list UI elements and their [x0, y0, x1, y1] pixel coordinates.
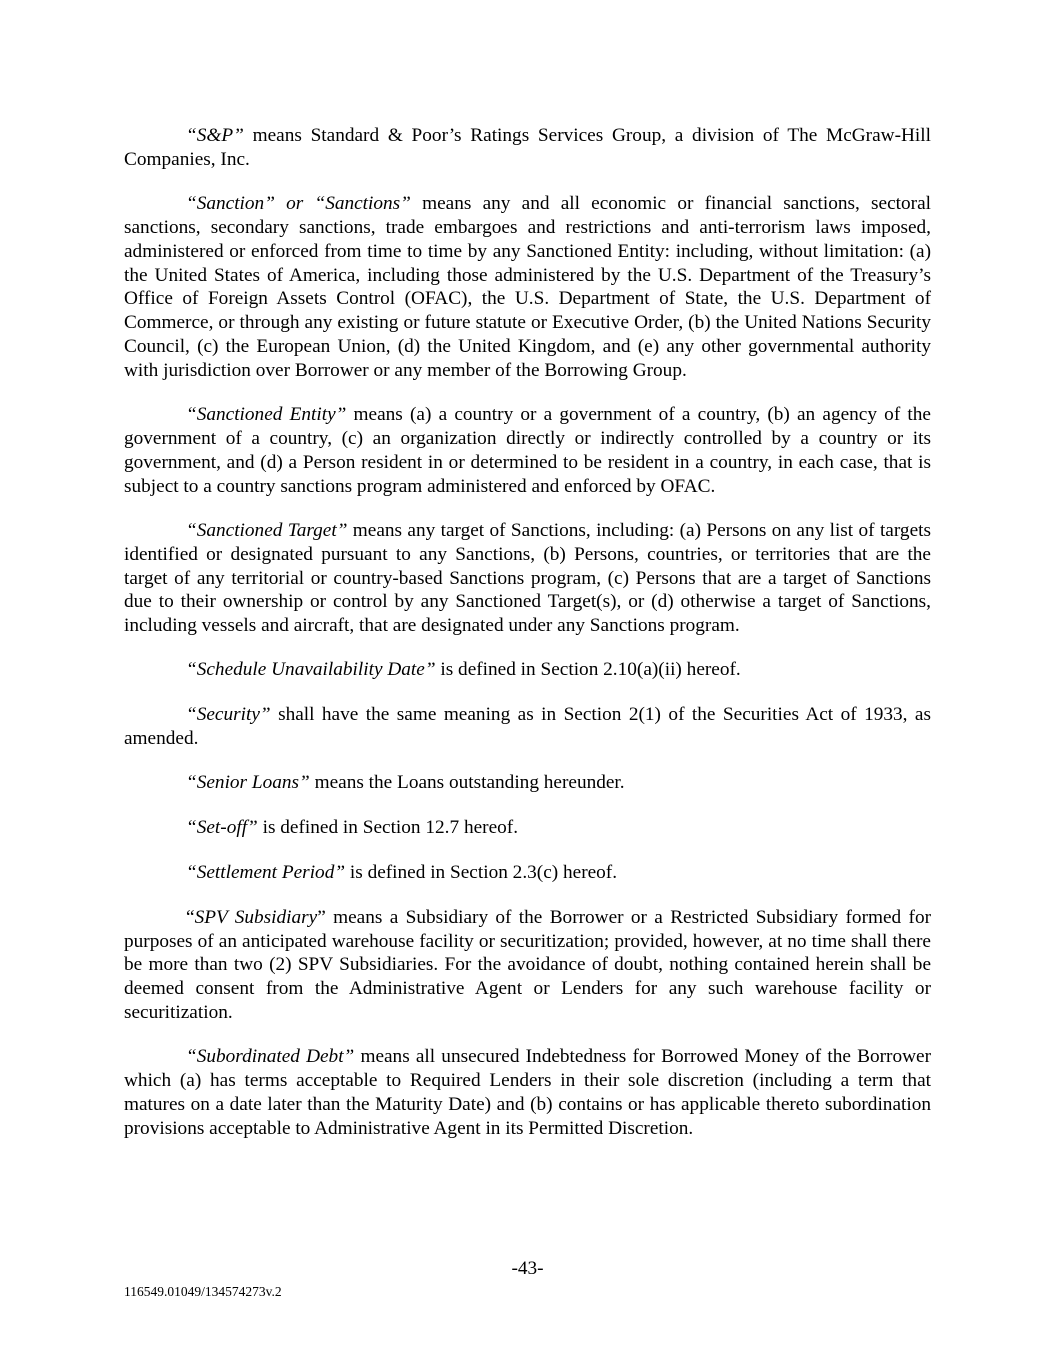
definition-sp	[124, 124, 931, 172]
defined-term: “Sanctioned Entity”	[186, 404, 347, 426]
defined-term: “Subordinated Debt”	[186, 1046, 355, 1068]
defined-term: SPV Subsidiary	[194, 906, 318, 928]
close-quote: ”	[317, 906, 326, 928]
definition-text: is defined in Section 12.7 hereof.	[257, 816, 519, 838]
definition-settlement-period	[124, 861, 931, 885]
definition-spv-subsidiary	[124, 906, 931, 1026]
definition-set-off	[124, 816, 931, 840]
definition-text: means all unsecured Indebtedness for Borrowed Money of the Borrower which (a) has terms acceptable to Required Lenders in their sole discretion (including a term that matures on a date later than the Maturity Date) and (b) contains or has applicable thereto subordination provisions acceptable to Administrative Agent in its Permitted Discretion.	[124, 1046, 931, 1139]
definition-text: means (a) a country or a government of a country, (b) an agency of the government of a country, (c) an organization directly or indirectly controlled by a country or its government, and (d) a Person resident in or determined to be resident in a country, in each case, that is subject to a country sanctions program administered and enforced by OFAC.	[124, 404, 931, 497]
definition-text: is defined in Section 2.3(c) hereof.	[345, 861, 618, 883]
defined-term: “Schedule Unavailability Date”	[186, 659, 436, 681]
definition-schedule-unavailability-date	[124, 658, 931, 682]
definition-text: means any target of Sanctions, including: (a) Persons on any list of targets identified or designated pursuant to any Sanctions, (b) Persons, countries, or territories that are the target of any territorial or country-based Sanctions program, (c) Persons that are a target of Sanctions due to their ownership or control by any Sanctioned Target(s), or (d) otherwise a target of Sanctions, including vessels and aircraft, that are designated under any Sanctions program.	[124, 519, 931, 637]
definition-sanctions	[124, 192, 931, 383]
definition-text: shall have the same meaning as in Section 2(1) of the Securities Act of 1933, as amended.	[124, 704, 931, 750]
definition-subordinated-debt	[124, 1045, 931, 1141]
defined-term: “Security”	[186, 704, 271, 726]
definition-security	[124, 703, 931, 751]
document-body	[124, 124, 931, 1161]
open-quote: “	[186, 906, 195, 928]
definition-text: means the Loans outstanding hereunder.	[309, 771, 625, 793]
definition-sanctioned-entity	[124, 403, 931, 499]
definition-text: is defined in Section 2.10(a)(ii) hereof.	[435, 659, 741, 681]
document-id: 116549.01049/134574273v.2	[124, 1284, 282, 1299]
definition-text: means a Subsidiary of the Borrower or a Restricted Subsidiary formed for purposes of an anticipated warehouse facility or securitization; provided, however, at no time shall there be more than two (2) SPV Subsidiaries. For the avoidance of doubt, nothing contained herein shall be deemed consent from the Administrative Agent or Lenders for any such warehouse facility or securitization.	[124, 906, 932, 1024]
definition-text: means Standard & Poor’s Ratings Services Group, a division of The McGraw-Hill Companies, Inc.	[124, 125, 931, 170]
defined-term: “Sanctioned Target”	[186, 519, 348, 541]
defined-term: “Sanction” or “Sanctions”	[186, 192, 411, 214]
definition-text: means any and all economic or financial sanctions, sectoral sanctions, secondary sanctions, trade embargoes and restrictions and anti-terrorism laws imposed, administered or enforced from time to time by any Sanctioned Entity: including, without limitation: (a) the United States of America, including those administered by the U.S. Department of the Treasury’s Office of Foreign Assets Control (OFAC), the U.S. Department of State, the U.S. Department of Commerce, or through any existing or future statute or Executive Order, (b) the United Nations Security Council, (c) the European Union, (d) the United Kingdom, and (e) any other governmental authority with jurisdiction over Borrower or any member of the Borrowing Group.	[124, 192, 931, 382]
defined-term: “S&P”	[186, 125, 244, 146]
definition-sanctioned-target	[124, 519, 931, 639]
defined-term: “Settlement Period”	[186, 861, 346, 883]
page-number: -43-	[511, 1258, 544, 1279]
defined-term: “Set-off”	[186, 816, 258, 838]
definition-senior-loans	[124, 771, 931, 795]
defined-term: “Senior Loans”	[186, 771, 310, 793]
